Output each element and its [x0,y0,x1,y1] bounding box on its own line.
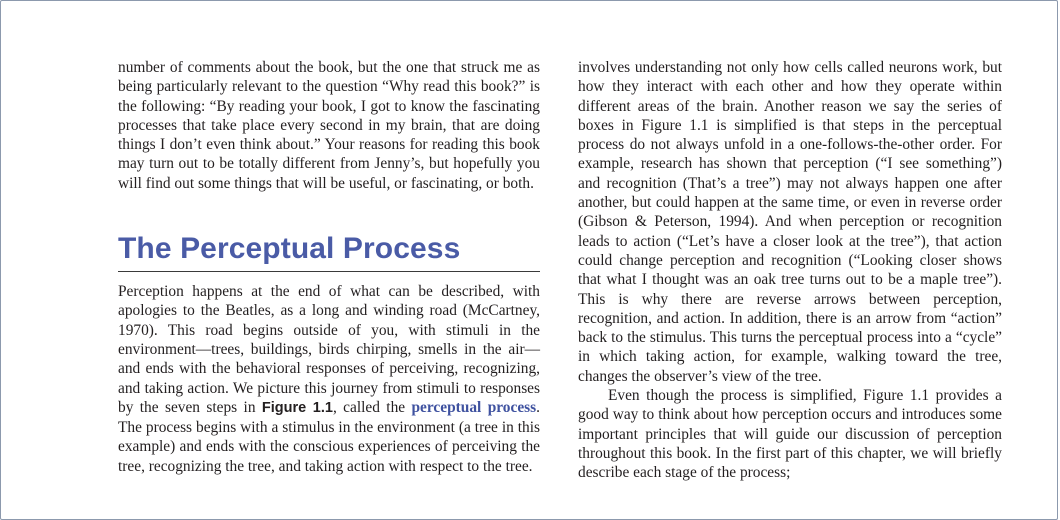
left-column [118,58,540,476]
simplified-process-paragraph: Even though the process is simplified, Figure 1.1 provides a good way to think about how perception occurs and introduces some important principles that will guide our discussion of perception throughout this book. In the first part of this chapter, we will briefly describe each stage of the process; [578,387,1002,482]
continued-paragraph: involves understanding not only how cells called neurons work, but how they interact with each other and how they operate within different areas of the brain. Another reason we say the series of boxes in Figure 1.1 is simplified is that steps in the perceptual process do not always unfold in a one-follows-the-other order. For example, research has shown that perception (“I see something”) and recognition (That’s a tree”) may not always happen one after another, but could happen at the same time, or even in reverse order (Gibson & Peterson, 1994). And when perception or recognition leads to action (“Let’s have a closer look at the tree”), that action could change perception and recognition (“Looking closer shows that what I thought was an oak tree turns out to be a maple tree”). This is why there are reverse arrows between perception, recognition, and action. In addition, there is an arrow from “action” back to the stimulus. This turns the perceptual process into a “cycle” in which taking action, for example, walking toward the tree, changes the observer’s view of the tree. [578,59,1002,385]
paragraph-text: , called the [332,398,412,416]
perceptual-process-paragraph [118,282,540,476]
paragraph-text: . The process begins with a stimulus in the environment (a tree in this example) and ends with the conscious experiences of perceiving the tree, recognizing the tree, and taking action with respect to the tree. [118,398,540,475]
key-term: perceptual process [411,398,537,416]
paragraph-text: Perception happens at the end of what can be described, with apologies to the Beatles, as a long and winding road (McCartney, 1970). This road begins outside of you, with stimuli in the environment—trees, buildings, birds chirping, smells in the air—and ends with the behavioral responses of perceiving, recognizing, and taking action. We picture this journey from stimuli to responses by the seven steps in [118,283,540,416]
intro-paragraph: number of comments about the book, but the one that struck me as being particularly relevant to the question “Why read this book?” is the following: “By reading your book, I got to know the fascinating processes that take place every second in my brain, that are doing things I don’t even think about.” Your reasons for reading this book may turn out to be totally different from Jenny’s, but hopefully you will find out some things that will be useful, or fascinating, or both. [118,59,540,192]
figure-reference: Figure 1.1 [261,399,333,416]
section-heading: The Perceptual Process [118,229,540,272]
right-column [578,58,1002,483]
